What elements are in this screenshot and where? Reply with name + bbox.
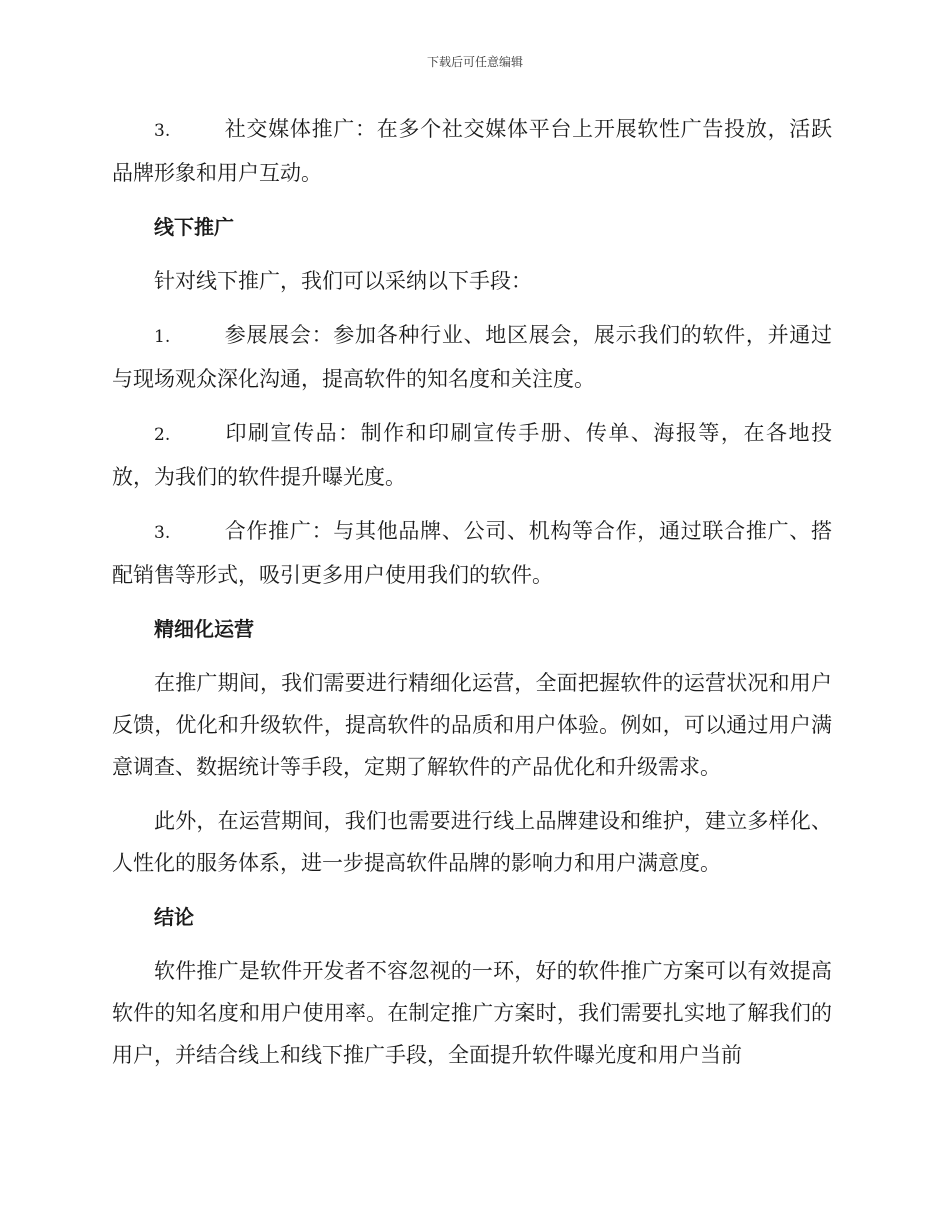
section-heading-operations: 精细化运营 <box>154 617 254 641</box>
list-item-text: 合作推广：与其他品牌、公司、机构等合作，通过联合推广、搭配销售等形式，吸引更多用户使用我们的软件。 <box>112 519 832 587</box>
list-item-text: 参展展会：参加各种行业、地区展会，展示我们的软件，并通过与现场观众深化沟通，提高软件的知名度和关注度。 <box>112 323 832 391</box>
list-number: 3. <box>154 121 171 141</box>
paragraph-operations-2: 此外，在运营期间，我们也需要进行线上品牌建设和维护，建立多样化、人性化的服务体系，进一步提高软件品牌的影响力和用户满意度。 <box>112 809 832 875</box>
section-heading-conclusion: 结论 <box>154 905 194 929</box>
list-item-text: 印刷宣传品：制作和印刷宣传手册、传单、海报等，在各地投放，为我们的软件提升曝光度。 <box>112 421 832 489</box>
paragraph-conclusion: 软件推广是软件开发者不容忽视的一环，好的软件推广方案可以有效提高软件的知名度和用户使用率。在制定推广方案时，我们需要扎实地了解我们的用户，并结合线上和线下推广手段，全面提升软件曝光度和用户当前 <box>112 959 832 1067</box>
list-number: 1. <box>154 327 171 347</box>
document-body <box>112 108 832 1088</box>
list-number: 2. <box>154 425 171 445</box>
list-item-expo <box>112 314 832 400</box>
paragraph-operations-1: 在推广期间，我们需要进行精细化运营，全面把握软件的运营状况和用户反馈，优化和升级软件，提高软件的品质和用户体验。例如，可以通过用户满意调查、数据统计等手段，定期了解软件的产品优化和升级需求。 <box>112 671 832 779</box>
list-item-social-media <box>112 108 832 194</box>
page-header: 下载后可任意编辑 <box>426 55 523 69</box>
list-number: 3. <box>154 523 171 543</box>
list-item-text: 社交媒体推广：在多个社交媒体平台上开展软性广告投放，活跃品牌形象和用户互动。 <box>112 117 832 185</box>
section-heading-offline: 线下推广 <box>154 215 234 239</box>
list-item-print <box>112 412 832 498</box>
list-item-cooperation <box>112 510 832 596</box>
paragraph-offline-intro: 针对线下推广，我们可以采纳以下手段： <box>154 269 532 293</box>
